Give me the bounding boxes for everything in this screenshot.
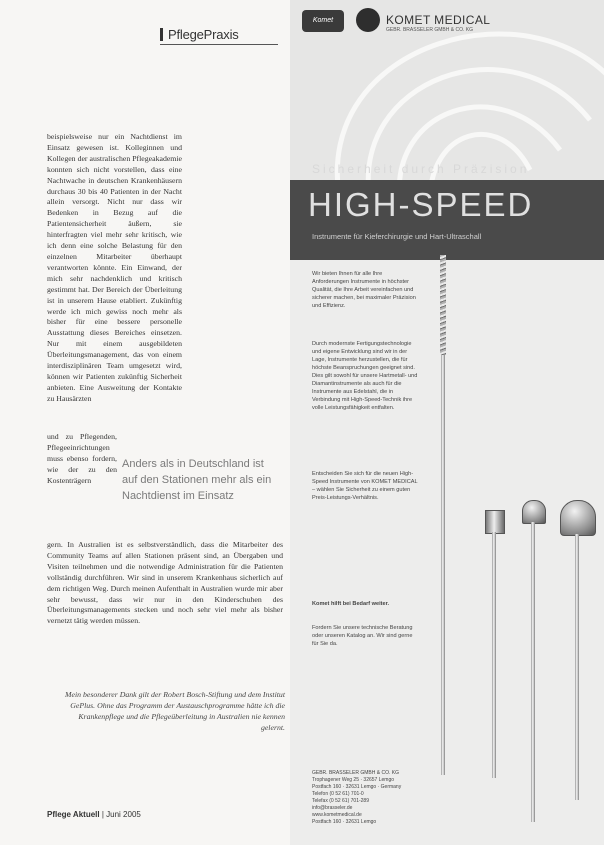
page-footer: Pflege Aktuell | Juni 2005 bbox=[47, 810, 141, 819]
footer-publication: Pflege Aktuell bbox=[47, 810, 100, 819]
ad-top-panel bbox=[290, 0, 604, 180]
ad-headline-band bbox=[290, 180, 604, 260]
ad-paragraph-5: Fordern Sie unsere technische Beratung oder unseren Katalog an. Wir sind gerne für Sie da. bbox=[312, 625, 413, 647]
brand-emblem-icon bbox=[356, 8, 380, 32]
ad-brand-sub: GEBR. BRASSELER GMBH & CO. KG bbox=[386, 27, 473, 33]
ad-paragraph-4: Komet hilft bei Bedarf weiter. bbox=[312, 601, 390, 607]
header-rule bbox=[160, 44, 278, 45]
komet-logo: Komet bbox=[302, 10, 344, 32]
ad-brand-name: KOMET MEDICAL bbox=[386, 13, 491, 27]
instrument-shaft bbox=[492, 532, 496, 778]
dome-bur-icon bbox=[560, 500, 596, 536]
ad-paragraph-2: Durch modernste Fertigungstechnologie und eigene Entwicklung sind wir in der Lage, Instrumente herzustellen, die für höchste Beanspruchungen geeignet sind. Dies gilt sowohl für unsere Hartmetall- und Diamantinstrumente als auch für die Instrumente aus Edelstahl, die in Verbindung mit High-Speed-Technik ihre volle Leistungsfähigkeit entfalten. bbox=[312, 341, 418, 411]
contact-line: Telefax (0 52 61) 701-289 bbox=[312, 798, 369, 804]
contact-line: Postfach 160 · 32631 Lemgo · Germany bbox=[312, 784, 402, 790]
contact-line: Postfach 160 · 32631 Lemgo bbox=[312, 819, 377, 825]
article-column-2: gern. In Australien ist es selbstverständlich, dass die Mitarbeiter des Community Teams auf allen Stationen präsent sind, an Übergaben und Visiten teilnehmen und die notwendige Administration für die Patienten vollständig durchführen. Wir sind in unserem Krankenhaus sicherlich auf dem richtigen Weg. Durch meinen Aufenthalt in Australien wurde mir aber sehr bewusst, dass wir nur in den Kinderschuhen des Überleitungsmanagements stecken und noch sehr viel mehr als bisher vernetzt tätig werden müssen. bbox=[47, 540, 283, 626]
cylinder-bur-icon bbox=[485, 510, 505, 534]
pull-quote: Anders als in Deutschland ist auf den Stationen mehr als ein Nachtdienst im Einsatz bbox=[122, 458, 272, 502]
contact-line: Telefon (0 52 61) 701-0 bbox=[312, 791, 364, 797]
article-column-1: beispielsweise nur ein Nachtdienst im Einsatz gewesen ist. Kolleginnen und Kollegen der australischen Pflegeakademie konnten sich nicht vorstellen, dass eine Nachtwache in deutschen Krankenhäusern durchaus 30 bis 40 Patienten in der Nacht allein versorgt. Nicht nur dass wir Bedenken in Bezug auf die Patientensicherheit äußern, sie hinterfragten viel mehr sehr kritisch, wie ich denn eine solche Belastung für den einzelnen Mitarbeiter überhaupt verantworten könnte. Ein Einwand, der mich sehr nachdenklich und kritisch gestimmt hat. Der Bereich der Überleitung ist in unserem Hause etabliert. Zukünftig werde ich mich gewiss noch mehr als bisher für eine bessere personelle Ausstattung dieses Bereiches einsetzen. Nur mit einem ausgebildeten Überleitungsmanagement, das von einem interdisziplinären Team umgesetzt wird, können wir Patienten zukünftig Sicherheit anbieten. Eine Ausweitung der Kontakte zu Hausärzten bbox=[47, 132, 182, 403]
ad-tagline: Sicherheit durch Präzision bbox=[312, 162, 530, 176]
section-header bbox=[160, 27, 239, 42]
contact-line: www.kometmedical.de bbox=[312, 812, 362, 818]
acknowledgement: Mein besonderer Dank gilt der Robert Bosch-Stiftung und dem Institut GePlus. Ohne das Programm der Austauschprogramme hätte ich die Krankenpflege und die Pflegeüberleitung in Australien nie kennen gelernt. bbox=[65, 690, 285, 732]
section-title: PflegePraxis bbox=[168, 27, 239, 42]
contact-line: info@brasseler.de bbox=[312, 805, 353, 811]
instrument-shaft bbox=[441, 355, 445, 775]
ad-subline: Instrumente für Kieferchirurgie und Hart-Ultraschall bbox=[312, 232, 482, 241]
ad-headline: HIGH-SPEED bbox=[308, 186, 534, 223]
contact-line: GEBR. BRASSELER GMBH & CO. KG bbox=[312, 770, 399, 776]
instrument-shaft bbox=[531, 522, 535, 822]
ad-paragraph-1: Wir bieten Ihnen für alle Ihre Anforderungen Instrumente in höchster Qualität, die Ihre Arbeit vereinfachen und sicherer machen, bei maximaler Präzision und Effizienz. bbox=[312, 271, 416, 309]
ad-paragraph-3: Entscheiden Sie sich für die neuen High-Speed Instrumente von KOMET MEDICAL – wählen Sie Sicherheit zu einem guten Preis-Leistungs-Verhältnis. bbox=[312, 471, 418, 501]
instrument-shaft bbox=[575, 534, 579, 800]
article-wrap-text: und zu Pflegenden, Pflegeeinrichtungen muss ebenso fordern, wie der zu den Kostenträgern bbox=[47, 432, 117, 485]
ad-contact-block bbox=[312, 770, 422, 826]
header-bar bbox=[160, 28, 163, 41]
advertisement bbox=[290, 0, 604, 845]
footer-issue: Juni 2005 bbox=[106, 810, 141, 819]
drill-bit-icon bbox=[440, 255, 446, 355]
round-bur-icon bbox=[522, 500, 546, 524]
contact-line: Trophagener Weg 25 · 32657 Lemgo bbox=[312, 777, 394, 783]
